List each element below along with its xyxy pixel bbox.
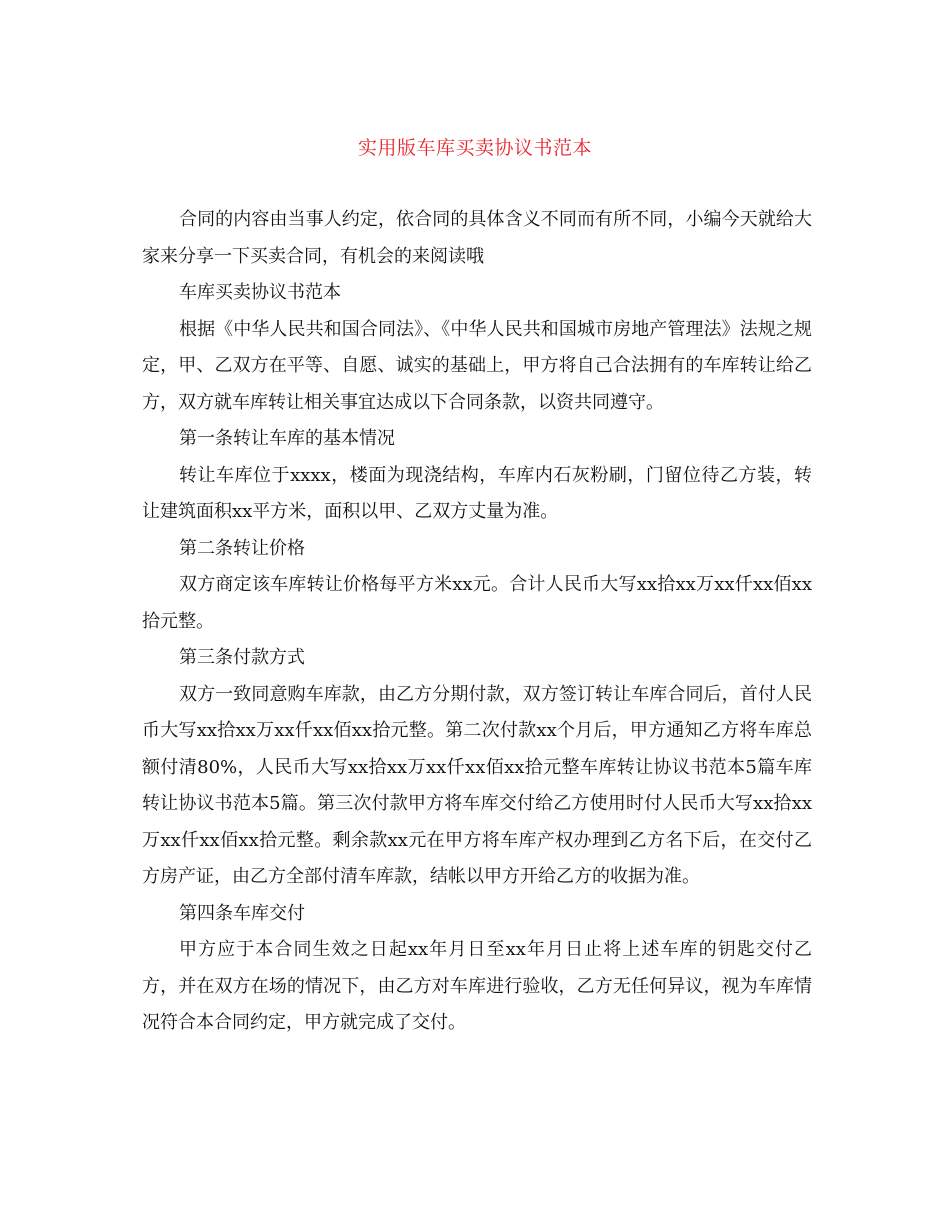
intro-paragraph: 合同的内容由当事人约定，依合同的具体含义不同而有所不同，小编今天就给大家来分享一下买卖合同，有机会的来阅读哦: [142, 209, 812, 267]
document-title: 实用版车库买卖协议书范本: [357, 137, 592, 159]
article-4-heading: 第四条车库交付: [179, 902, 305, 924]
document-body: [142, 202, 812, 1042]
article-3-paragraph: 双方一致同意购车库款，由乙方分期付款，双方签订转让车库合同后，首付人民币大写xx拾xx万xx仟xx佰xx拾元整。第二次付款xx个月后，甲方通知乙方将车库总额付清80%，人民币大写xx拾xx万xx仟xx佰xx拾元整车库转让协议书范本5篇车库转让协议书范本5篇。第三次付款甲方将车库交付给乙方使用时付人民币大写xx拾xx万xx仟xx佰xx拾元整。剩余款xx元在甲方将车库产权办理到乙方名下后，在交付乙方房产证，由乙方全部付清车库款，结帐以甲方开给乙方的收据为准。: [142, 683, 812, 887]
article-2-heading: 第二条转让价格: [179, 537, 305, 559]
article-1-paragraph: 转让车库位于xxxx，楼面为现浇结构，车库内石灰粉刷，门留位待乙方装，转让建筑面积xx平方米，面积以甲、乙双方丈量为准。: [142, 464, 812, 522]
section-heading: 车库买卖协议书范本: [179, 282, 341, 303]
article-3-heading: 第三条付款方式: [179, 647, 305, 668]
article-1-heading: 第一条转让车库的基本情况: [179, 428, 395, 449]
preamble-paragraph: 根据《中华人民共和国合同法》、《中华人民共和国城市房地产管理法》法规之规定，甲、乙双方在平等、自愿、诚实的基础上，甲方将自己合法拥有的车库转让给乙方，双方就车库转让相关事宜达成以下合同条款，以资共同遵守。: [142, 318, 812, 413]
article-2-paragraph: 双方商定该车库转让价格每平方米xx元。合计人民币大写xx拾xx万xx仟xx佰xx拾元整。: [142, 574, 812, 632]
article-4-paragraph: 甲方应于本合同生效之日起xx年月日至xx年月日止将上述车库的钥匙交付乙方，并在双方在场的情况下，由乙方对车库进行验收，乙方无任何异议，视为车库情况符合本合同约定，甲方就完成了交付。: [142, 939, 812, 1033]
